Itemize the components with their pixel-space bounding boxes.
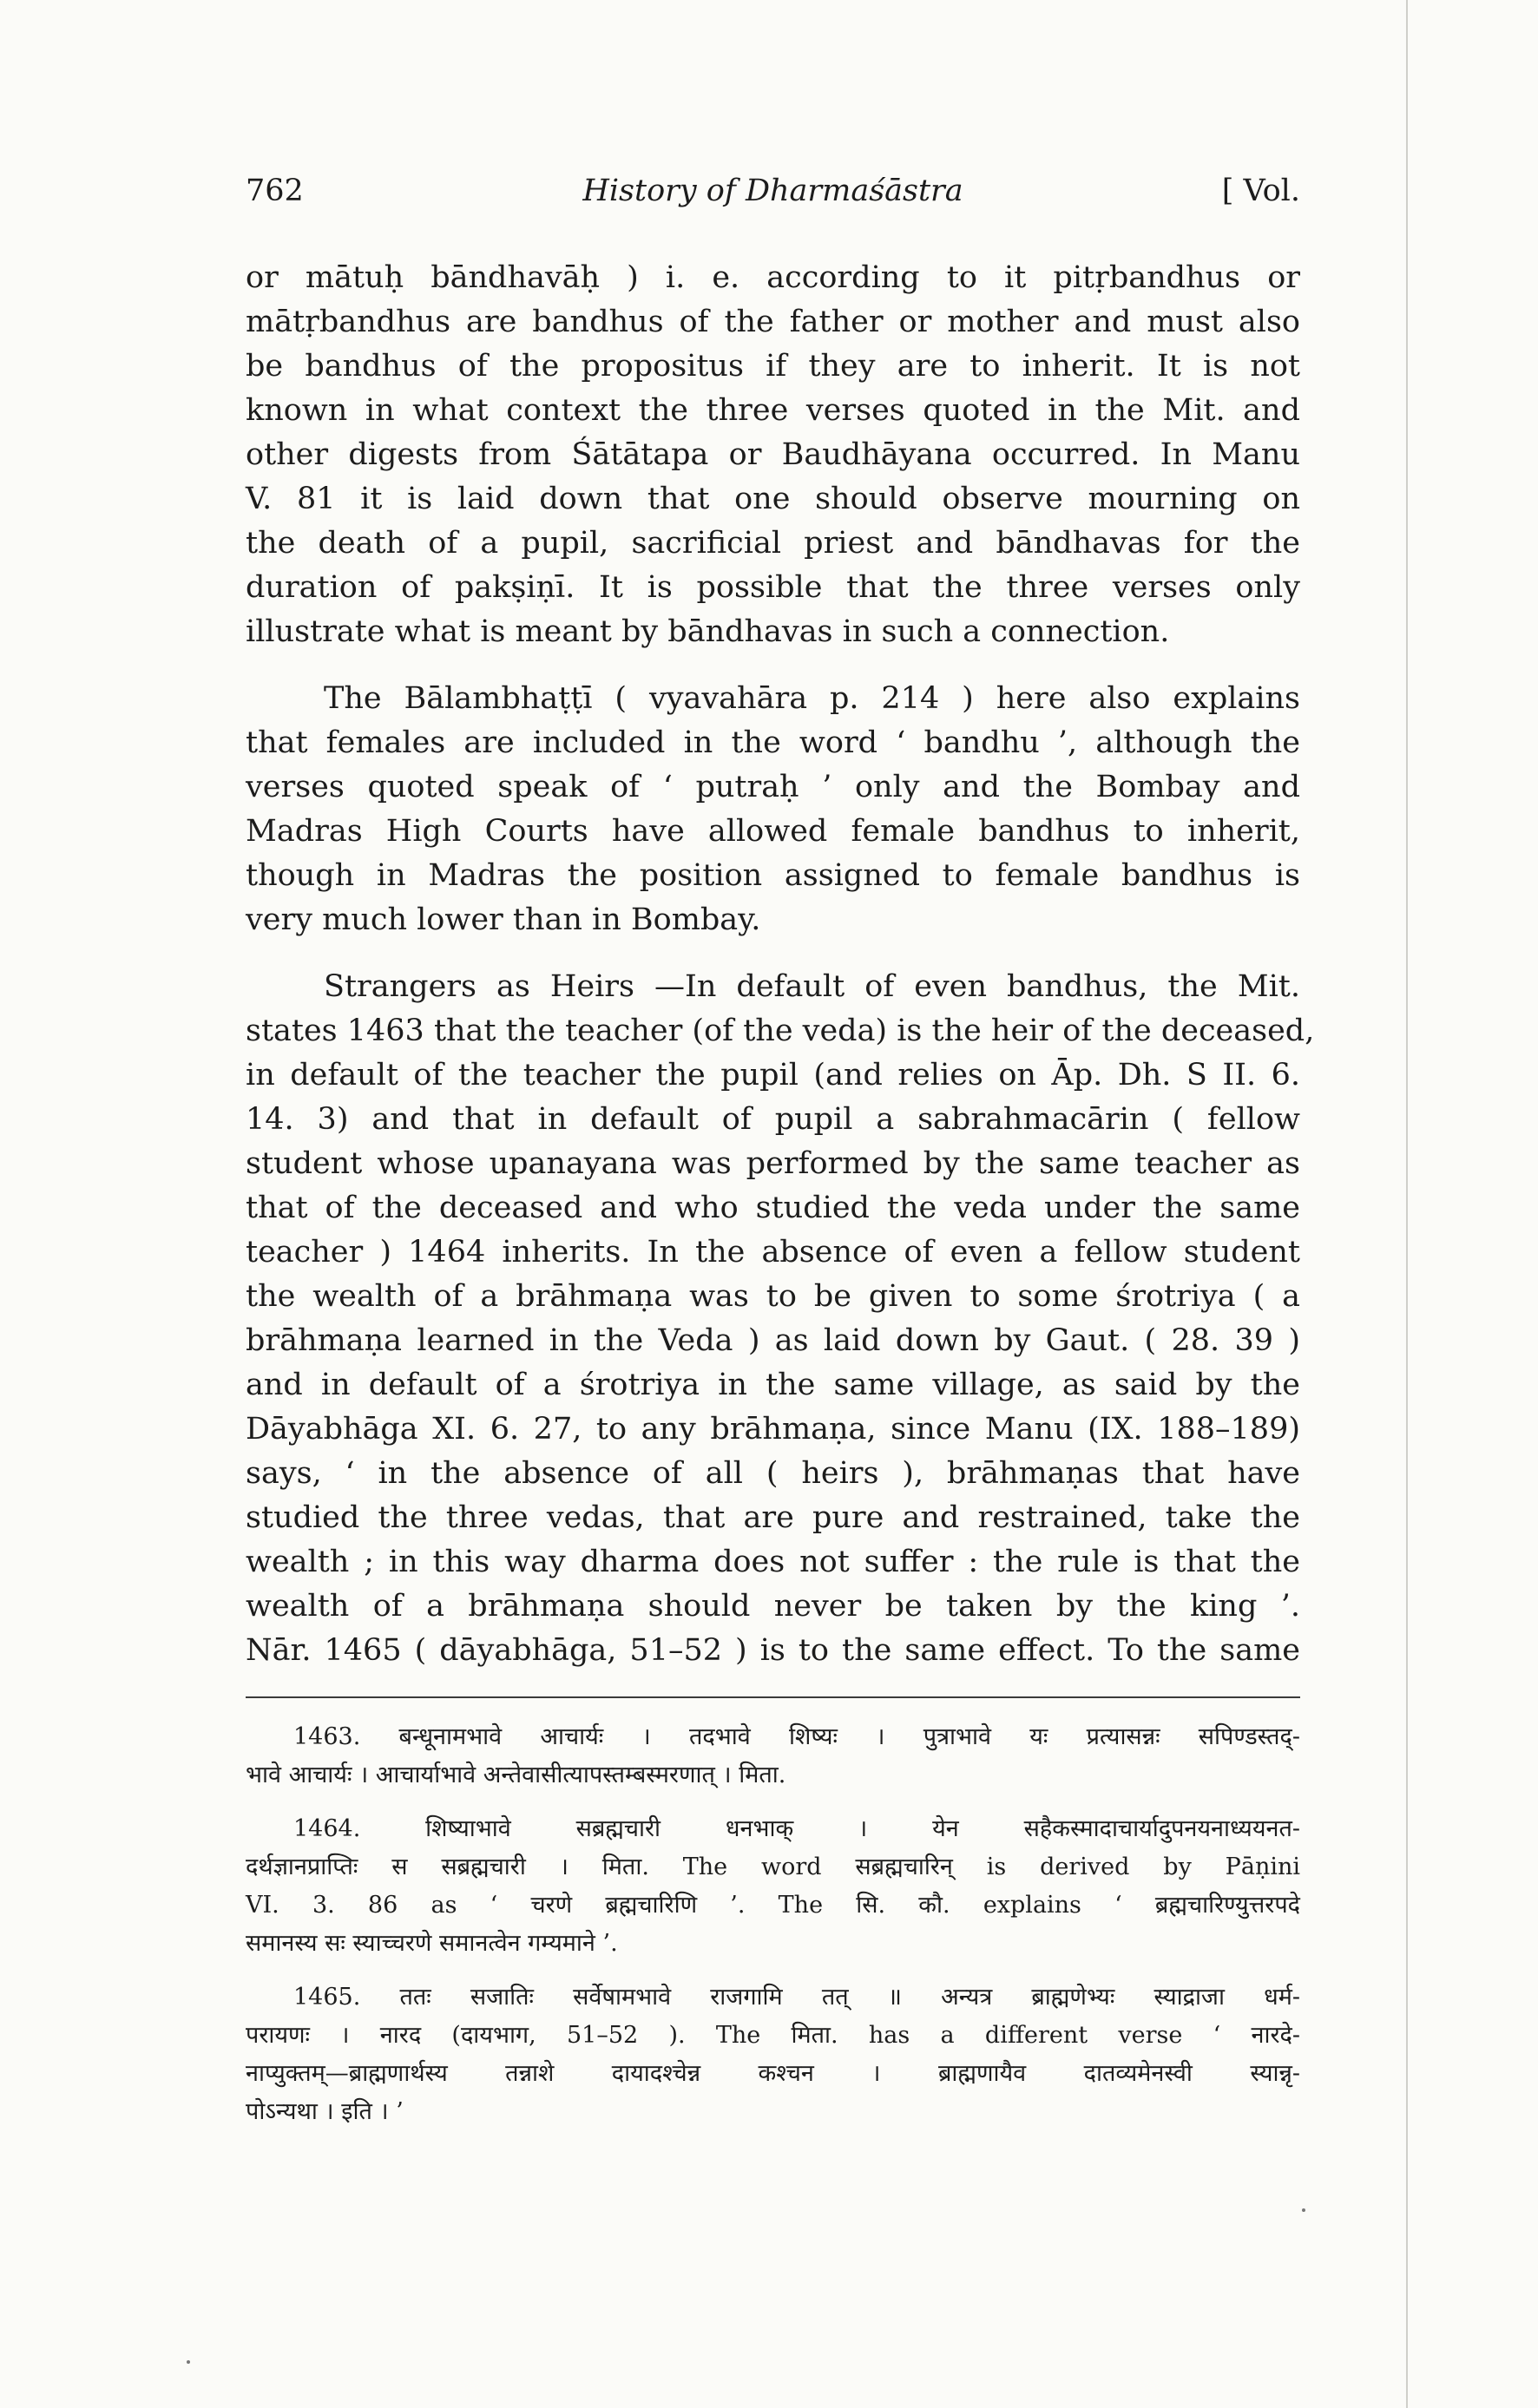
text-line: verses quoted speak of ‘ putraḥ ’ only and the Bombay and — [246, 770, 1300, 804]
paragraph-3 — [246, 965, 1315, 1673]
footnote-1463 — [246, 1718, 1300, 1795]
footnote-1465 — [246, 1978, 1300, 2131]
footnote-line: पोऽन्यथा । इति । ’ — [246, 2098, 404, 2125]
text-line: known in what context the three verses quoted in the Mit. and — [246, 393, 1300, 428]
footnote-line: 1464. शिष्याभावे सब्रह्मचारी धनभाक् । येन सहैकस्मादाचार्यादुपनयनाध्ययनत- — [293, 1815, 1300, 1842]
text-line: states 1463 that the teacher (of the veda) is the heir of the deceased, — [246, 1014, 1315, 1048]
text-line: in default of the teacher the pupil (and relies on Āp. Dh. S II. 6. — [246, 1058, 1300, 1092]
text-line: that females are included in the word ‘ bandhu ’, although the — [246, 725, 1300, 760]
text-line: duration of pakṣiṇī. It is possible that the three verses only — [246, 570, 1300, 605]
text-line: illustrate what is meant by bāndhavas in such a connection. — [246, 614, 1170, 649]
text-line: or mātuḥ bāndhavāḥ ) i. e. according to it pitṛbandhus or — [246, 260, 1300, 295]
footnote-1464 — [246, 1810, 1300, 1963]
running-header — [246, 174, 1300, 226]
volume-label: [ Vol. — [1221, 174, 1300, 208]
text-line: wealth ; in this way dharma does not suffer : the rule is that the — [246, 1545, 1300, 1579]
text-line: wealth of a brāhmaṇa should never be taken by the king ’. — [246, 1589, 1300, 1624]
text-line: Strangers as Heirs —In default of even bandhus, the Mit. — [324, 969, 1300, 1004]
page-number: 762 — [246, 174, 304, 208]
speck-mark — [1302, 2208, 1305, 2212]
text-line: very much lower than in Bombay. — [246, 902, 761, 937]
paragraph-1 — [246, 256, 1300, 654]
text-line: mātṛbandhus are bandhus of the father or mother and must also — [246, 305, 1300, 339]
text-line: the death of a pupil, sacrificial priest and bāndhavas for the — [246, 526, 1300, 561]
footnote-line: VI. 3. 86 as ‘ चरणे ब्रह्मचारिणि ’. The सि. कौ. explains ‘ ब्रह्मचारिण्युत्तरपदे — [246, 1892, 1300, 1919]
text-line: teacher ) 1464 inherits. In the absence of even a fellow student — [246, 1235, 1300, 1270]
footnote-line: नाप्युक्तम्—ब्राह्मणार्थस्य तन्नाशे दायादश्चेन्न कश्चन । ब्राह्मणायैव दातव्यमेनस्वी स्यान्नृ- — [246, 2060, 1300, 2087]
main-text — [246, 256, 1315, 1696]
footnote-line: भावे आचार्यः । आचार्याभावे अन्तेवासीत्यापस्तम्बस्मरणात् । मिता. — [246, 1762, 786, 1788]
text-line: Dāyabhāga XI. 6. 27, to any brāhmaṇa, since Manu (IX. 188–189) — [246, 1412, 1300, 1447]
footnote-line: 1465. ततः सजातिः सर्वेषामभावे राजगामि तत् ॥ अन्यत्र ब्राह्मणेभ्यः स्याद्राजा धर्म- — [293, 1984, 1300, 2011]
text-line: Madras High Courts have allowed female bandhus to inherit, — [246, 814, 1300, 849]
text-line: that of the deceased and who studied the veda under the same — [246, 1191, 1300, 1225]
text-line: the wealth of a brāhmaṇa was to be given to some śrotriya ( a — [246, 1279, 1300, 1314]
text-line: V. 81 it is laid down that one should observe mourning on — [246, 482, 1300, 516]
footnote-line: 1463. बन्धूनामभावे आचार्यः । तदभावे शिष्यः । पुत्राभावे यः प्रत्यासन्नः सपिण्डस्तद्- — [293, 1723, 1300, 1750]
speck-mark — [187, 2360, 190, 2364]
text-line: studied the three vedas, that are pure and restrained, take the — [246, 1500, 1300, 1535]
text-line: says, ‘ in the absence of all ( heirs ), brāhmaṇas that have — [246, 1456, 1300, 1491]
text-line: The Bālambhaṭṭī ( vyavahāra p. 214 ) here also explains — [324, 681, 1300, 716]
text-line: be bandhus of the propositus if they are to inherit. It is not — [246, 349, 1300, 384]
page-edge-line — [1406, 0, 1408, 2408]
text-line: other digests from Śātātapa or Baudhāyana occurred. In Manu — [246, 437, 1300, 472]
footnote-rule — [246, 1696, 1300, 1698]
footnote-line: दर्थज्ञानप्राप्तिः स सब्रह्मचारी । मिता. The word सब्रह्मचारिन् is derived by Pāṇini — [246, 1854, 1300, 1880]
text-line: student whose upanayana was performed by the same teacher as — [246, 1146, 1300, 1181]
paragraph-2 — [246, 677, 1300, 942]
text-line: 14. 3) and that in default of pupil a sabrahmacārin ( fellow — [246, 1102, 1300, 1137]
running-title: History of Dharmaśāstra — [582, 174, 963, 208]
footnote-line: समानस्य सः स्याच्चरणे समानत्वेन गम्यमाने ’. — [246, 1930, 618, 1957]
text-line: and in default of a śrotriya in the same village, as said by the — [246, 1368, 1300, 1402]
text-line: brāhmaṇa learned in the Veda ) as laid down by Gaut. ( 28. 39 ) — [246, 1323, 1300, 1358]
text-line: though in Madras the position assigned to female bandhus is — [246, 858, 1300, 893]
footnotes — [246, 1718, 1300, 2147]
footnote-line: परायणः । नारद (दायभाग, 51–52 ). The मिता. has a different verse ‘ नारदे- — [246, 2022, 1300, 2049]
text-line: Nār. 1465 ( dāyabhāga, 51–52 ) is to the same effect. To the same — [246, 1633, 1300, 1668]
